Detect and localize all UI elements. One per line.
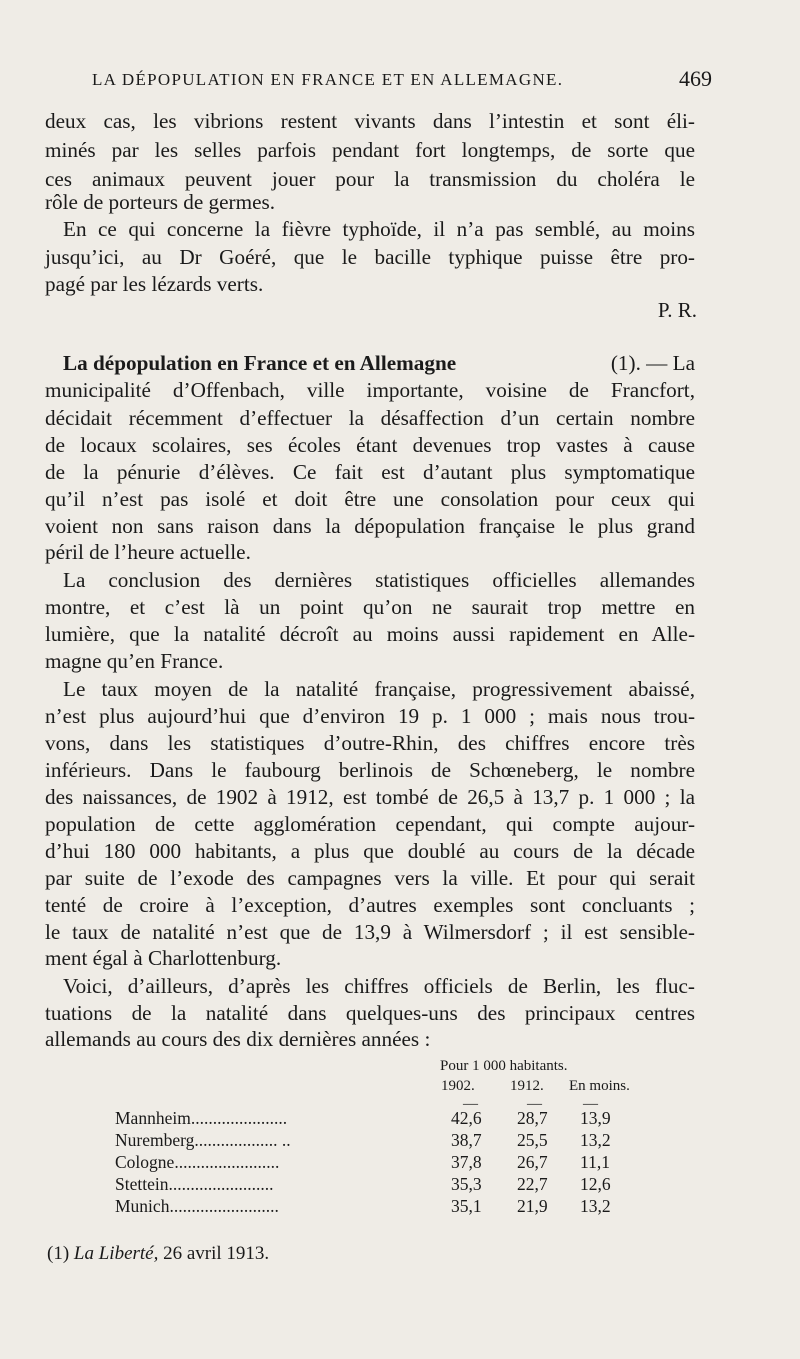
text-line: qu’il n’est pas isolé et doit être une consolation pour ceux qui <box>45 487 695 511</box>
value-diff: 13,2 <box>580 1196 611 1216</box>
text-line: d’hui 180 000 habitants, a plus que doublé au cours de la décade <box>45 839 695 863</box>
text-line: n’est plus aujourd’hui que d’environ 19 p. 1 000 ; mais nous trou- <box>45 704 695 728</box>
value-1912: 28,7 <box>517 1108 548 1128</box>
footnote-source: La Liberté, <box>73 1243 159 1264</box>
text-line: ces animaux peuvent jouer pour la transmission du choléra le <box>45 167 695 191</box>
text-line: le taux de natalité n’est que de 13,9 à Wilmersdorf ; il est sensible- <box>45 920 695 944</box>
value-diff: 13,9 <box>580 1108 611 1128</box>
value-1902: 42,6 <box>451 1108 482 1128</box>
text-line: municipalité d’Offenbach, ville importante, voisine de Francfort, <box>45 378 695 402</box>
text-line: ment égal à Charlottenburg. <box>45 946 282 970</box>
value-1902: 38,7 <box>451 1130 482 1150</box>
footnote-marker: (1) <box>47 1243 70 1264</box>
table-row <box>115 1130 655 1152</box>
column-header: En moins. <box>569 1078 630 1094</box>
table-row <box>115 1196 655 1218</box>
text-line: par suite de l’exode des campagnes vers la ville. Et pour qui serait <box>45 866 695 890</box>
text-line: Le taux moyen de la natalité française, progressivement abaissé, <box>63 677 695 701</box>
value-1902: 35,3 <box>451 1174 482 1194</box>
column-header: 1902. <box>441 1078 475 1094</box>
column-rule: — <box>583 1096 598 1112</box>
value-1912: 21,9 <box>517 1196 548 1216</box>
value-1912: 25,5 <box>517 1130 548 1150</box>
article-title: La dépopulation en France et en Allemagne <box>63 351 457 375</box>
text-line: voient non sans raison dans la dépopulation française le plus grand <box>45 514 695 538</box>
table-caption: Pour 1 000 habitants. <box>440 1058 568 1074</box>
value-1902: 35,1 <box>451 1196 482 1216</box>
value-diff: 11,1 <box>580 1152 610 1172</box>
column-header: 1912. <box>510 1078 544 1094</box>
text-line: lumière, que la natalité décroît au moins aussi rapidement en Alle- <box>45 622 695 646</box>
text-line: tenté de croire à l’exception, d’autres exemples sont concluants ; <box>45 893 695 917</box>
column-rule: — <box>463 1096 478 1112</box>
city-cell: Cologne........................ <box>115 1152 280 1172</box>
footnote-reference: (1). — La <box>610 351 695 375</box>
text-line: des naissances, de 1902 à 1912, est tombé de 26,5 à 13,7 p. 1 000 ; la <box>45 785 695 809</box>
text-line: magne qu’en France. <box>45 649 224 673</box>
text-line: péril de l’heure actuelle. <box>45 540 251 564</box>
city-cell: Nuremberg................... .. <box>115 1130 291 1150</box>
city-cell: Stettein........................ <box>115 1174 274 1194</box>
value-1912: 26,7 <box>517 1152 548 1172</box>
text-line: tuations de la natalité dans quelques-uns des principaux centres <box>45 1001 695 1025</box>
footnote <box>47 1243 269 1265</box>
text-line: allemands au cours des dix dernières années : <box>45 1027 431 1051</box>
text-line: pagé par les lézards verts. <box>45 272 264 296</box>
page-number: 469 <box>679 66 712 91</box>
running-header <box>92 66 712 91</box>
text-line: décidait récemment d’effectuer la désaffection d’un certain nombre <box>45 406 695 430</box>
city-cell: Mannheim...................... <box>115 1108 288 1128</box>
text-line: rôle de porteurs de germes. <box>45 190 276 214</box>
running-title: LA DÉPOPULATION EN FRANCE ET EN ALLEMAGNE. <box>92 70 564 89</box>
city-cell: Munich......................... <box>115 1196 279 1216</box>
text-line: jusqu’ici, au Dr Goéré, que le bacille typhique puisse être pro- <box>45 245 695 269</box>
table-row <box>115 1108 655 1130</box>
text-line: deux cas, les vibrions restent vivants dans l’intestin et sont éli- <box>45 109 695 133</box>
text-line: minés par les selles parfois pendant fort longtemps, de sorte que <box>45 138 695 162</box>
value-diff: 13,2 <box>580 1130 611 1150</box>
text-line: La conclusion des dernières statistiques officielles allemandes <box>63 568 695 592</box>
text-line: inférieurs. Dans le faubourg berlinois de Schœneberg, le nombre <box>45 758 695 782</box>
text-line: de locaux scolaires, ses écoles étant devenues trop vastes à cause <box>45 433 695 457</box>
footnote-date: 26 avril 1913. <box>163 1243 270 1264</box>
value-1912: 22,7 <box>517 1174 548 1194</box>
text-line: En ce qui concerne la fièvre typhoïde, il n’a pas semblé, au moins <box>63 217 695 241</box>
table-row <box>115 1152 655 1174</box>
value-1902: 37,8 <box>451 1152 482 1172</box>
article-heading-line <box>63 350 695 376</box>
signature: P. R. <box>657 298 697 322</box>
text-line: Voici, d’ailleurs, d’après les chiffres officiels de Berlin, les fluc- <box>63 974 695 998</box>
value-diff: 12,6 <box>580 1174 611 1194</box>
text-line: montre, et c’est là un point qu’on ne saurait trop mettre en <box>45 595 695 619</box>
table-row <box>115 1174 655 1196</box>
text-line: de la pénurie d’élèves. Ce fait est d’autant plus symptomatique <box>45 460 695 484</box>
text-line: vons, dans les statistiques d’outre-Rhin, des chiffres encore très <box>45 731 695 755</box>
text-line: population de cette agglomération cependant, qui compte aujour- <box>45 812 695 836</box>
column-rule: — <box>527 1096 542 1112</box>
